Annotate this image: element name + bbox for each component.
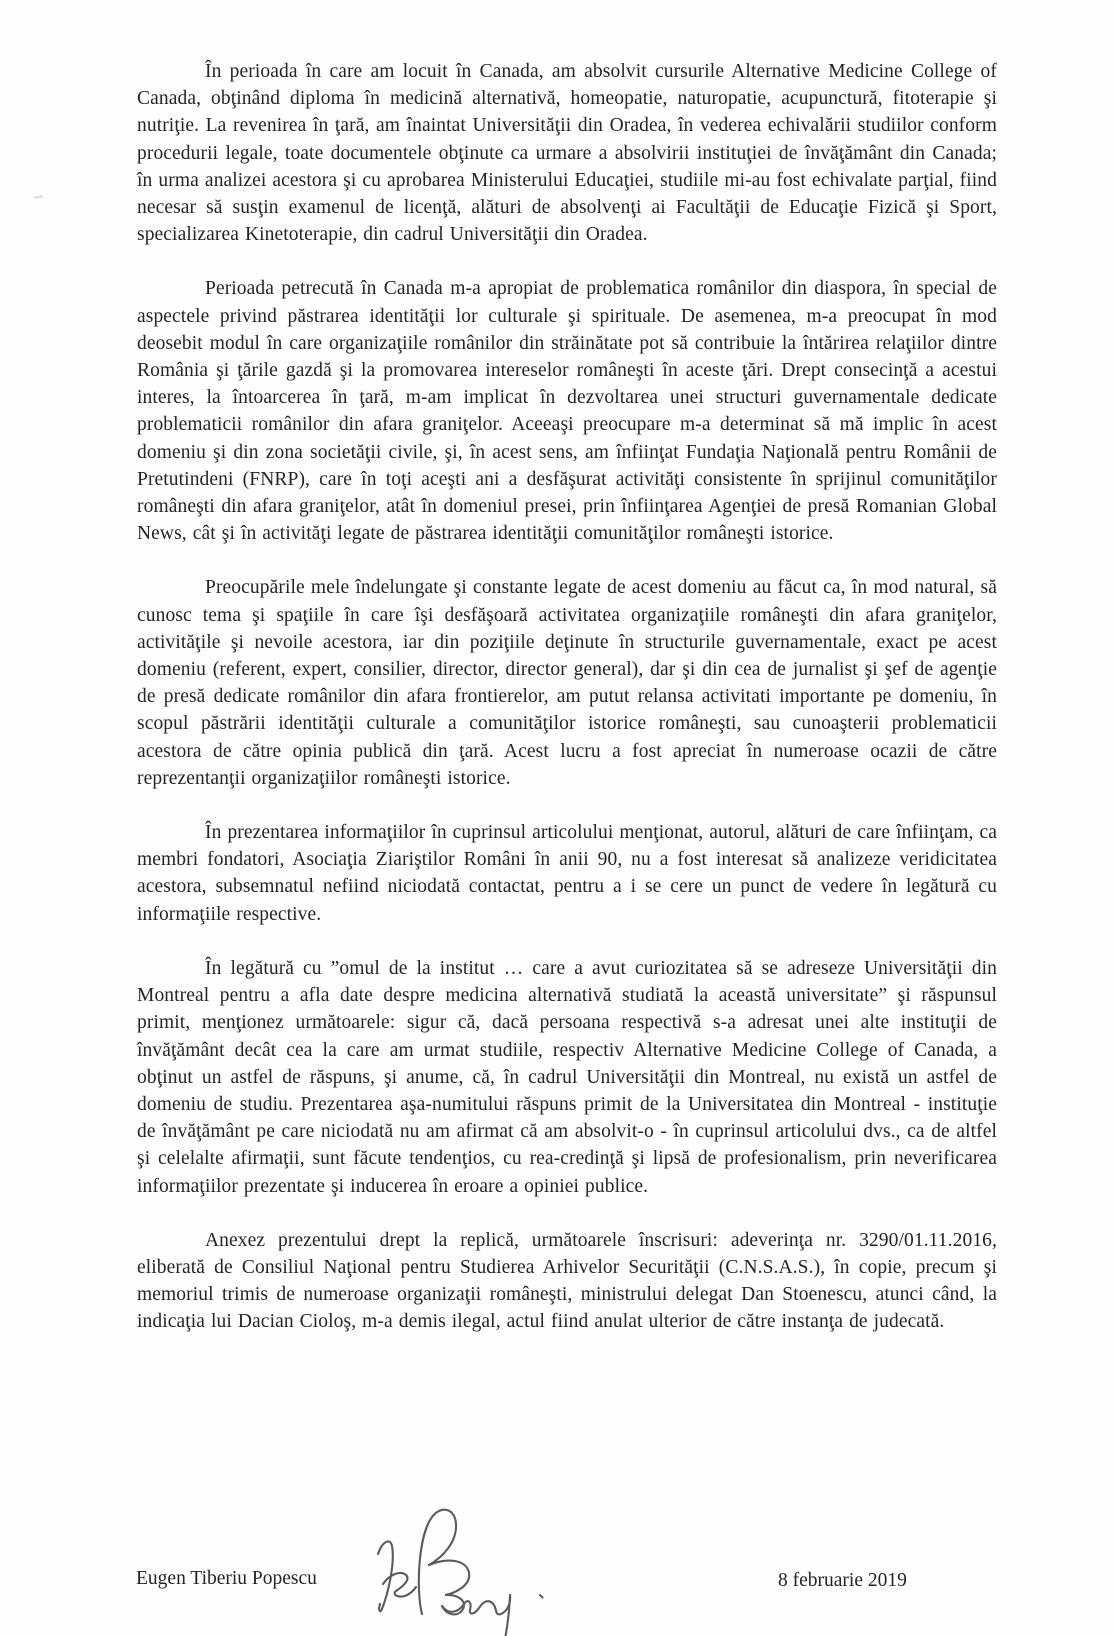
- paragraph-1: În perioada în care am locuit în Canada, am absolvit cursurile Alternative Medicine College of Canada, obţinând diploma în medicină alternativă, homeopatie, naturopatie, acupunctură, fitoterapie şi nutriţie. La revenirea în ţară, am înaintat Universităţii din Oradea, în vederea echivalării studiilor conform procedurii legale, toate documentele obţinute ca urmare a absolvirii instituţiei de învăţământ din Canada; în urma analizei acestora şi cu aprobarea Ministerului Educaţiei, studiile mi-au fost echivalate parţial, fiind necesar să susţin examenul de licenţă, alături de absolvenţi ai Facultăţii de Educaţie Fizică şi Sport, specializarea Kinetoterapie, din cadrul Universităţii din Oradea.: [137, 61, 997, 246]
- document-date: 8 februarie 2019: [778, 1570, 907, 1591]
- paragraph-6: Anexez prezentului drept la replică, următoarele înscrisuri: adeverinţa nr. 3290/01.11.2016, eliberată de Consiliul Naţional pentru Studierea Arhivelor Securităţii (C.N.S.A.S.), în copie, precum şi memoriul trimis de numeroase organizaţii româneşti, ministrului delegat Dan Stoenescu, atunci când, la indicaţia lui Dacian Cioloş, m-a demis ilegal, actul fiind anulat ulterior de către instanţa de judecată.: [137, 1229, 997, 1333]
- paragraph-2: Perioada petrecută în Canada m-a apropiat de problematica românilor din diaspora, în special de aspectele privind păstrarea identităţii lor culturale şi spirituale. De asemenea, m-a preocupat în mod deosebit modul în care organizaţiile românilor din străinătate pot să contribuie la întărirea relaţiilor dintre România şi ţările gazdă şi la promovarea intereselor româneşti în aceste ţări. Drept consecinţă a acestui interes, la întoarcerea în ţară, m-am implicat în dezvoltarea unei structuri guvernamentale dedicate problematicii românilor din afara graniţelor. Aceeaşi preocupare m-a determinat să mă implic în acest domeniu şi din zona societăţii civile, şi, în acest sens, am înfiinţat Fundaţia Naţională pentru Românii de Pretutindeni (FNRP), care în toţi aceşti ani a desfăşurat activităţi consistente în sprijinul comunităţilor româneşti din afara graniţelor, atât în domeniul presei, prin înfiinţarea Agenţiei de presă Romanian Global News, cât şi în activităţi legate de păstrarea identităţii comunităţilor româneşti istorice.: [137, 278, 997, 545]
- paragraph-5: În legătură cu ”omul de la institut … care a avut curiozitatea să se adreseze Universităţii din Montreal pentru a afla date despre medicina alternativă studiată la această universitate” şi răspunsul primit, menţionez următoarele: sigur că, dacă persoana respectivă s-a adresat unei alte instituţii de învăţământ decât cea la care am urmat studiile, respectiv Alternative Medicine College of Canada, a obţinut un astfel de răspuns, şi anume, că, în cadrul Universităţii din Montreal, nu există un astfel de domeniu de studiu. Prezentarea aşa-numitului răspuns primit de la Universitatea din Montreal - instituţie de învăţământ pe care niciodată nu am afirmat că am absolvit-o - în cuprinsul articolului dvs., ca de altfel şi celelalte afirmaţii, sunt făcute tendenţios, cu rea-credinţă şi lipsă de profesionalism, prin neverificarea informaţiilor prezentate şi inducerea în eroare a opiniei publice.: [137, 957, 997, 1197]
- paragraph-4: În prezentarea informaţiilor în cuprinsul articolului menţionat, autorul, alături de care înfiinţam, ca membri fondatori, Asociaţia Ziariştilor Români în anii 90, nu a fost interesat să analizeze veridicitatea acestora, subsemnatul nefiind niciodată contactat, pentru a i se cere un punct de vedere în legătură cu informaţiile respective.: [137, 822, 997, 925]
- document-body: [137, 58, 997, 1363]
- signatory-name: Eugen Tiberiu Popescu: [136, 1568, 317, 1589]
- paragraph-3: Preocupările mele îndelungate şi constante legate de acest domeniu au făcut ca, în mod natural, să cunosc tema şi spaţiile în care îşi desfăşoară activitatea organizaţiile româneşti din afara graniţelor, activităţile şi nevoile acestora, iar din poziţiile deţinute în structurile guvernamentale, exact pe acest domeniu (referent, expert, consilier, director, director general), dar şi din cea de jurnalist şi şef de agenţie de presă dedicate românilor din afara frontierelor, am putut relansa activitati importante pe domeniu, în scopul păstrării identităţii culturale a comunităţilor istorice româneşti, sau cunoaşterii problematicii acestora de către opinia publică din ţară. Acest lucru a fost apreciat în numeroase ocazii de către reprezentanţii organizaţiilor româneşti istorice.: [137, 577, 997, 789]
- handwritten-signature: [356, 1496, 566, 1636]
- scan-artifact: [34, 195, 43, 198]
